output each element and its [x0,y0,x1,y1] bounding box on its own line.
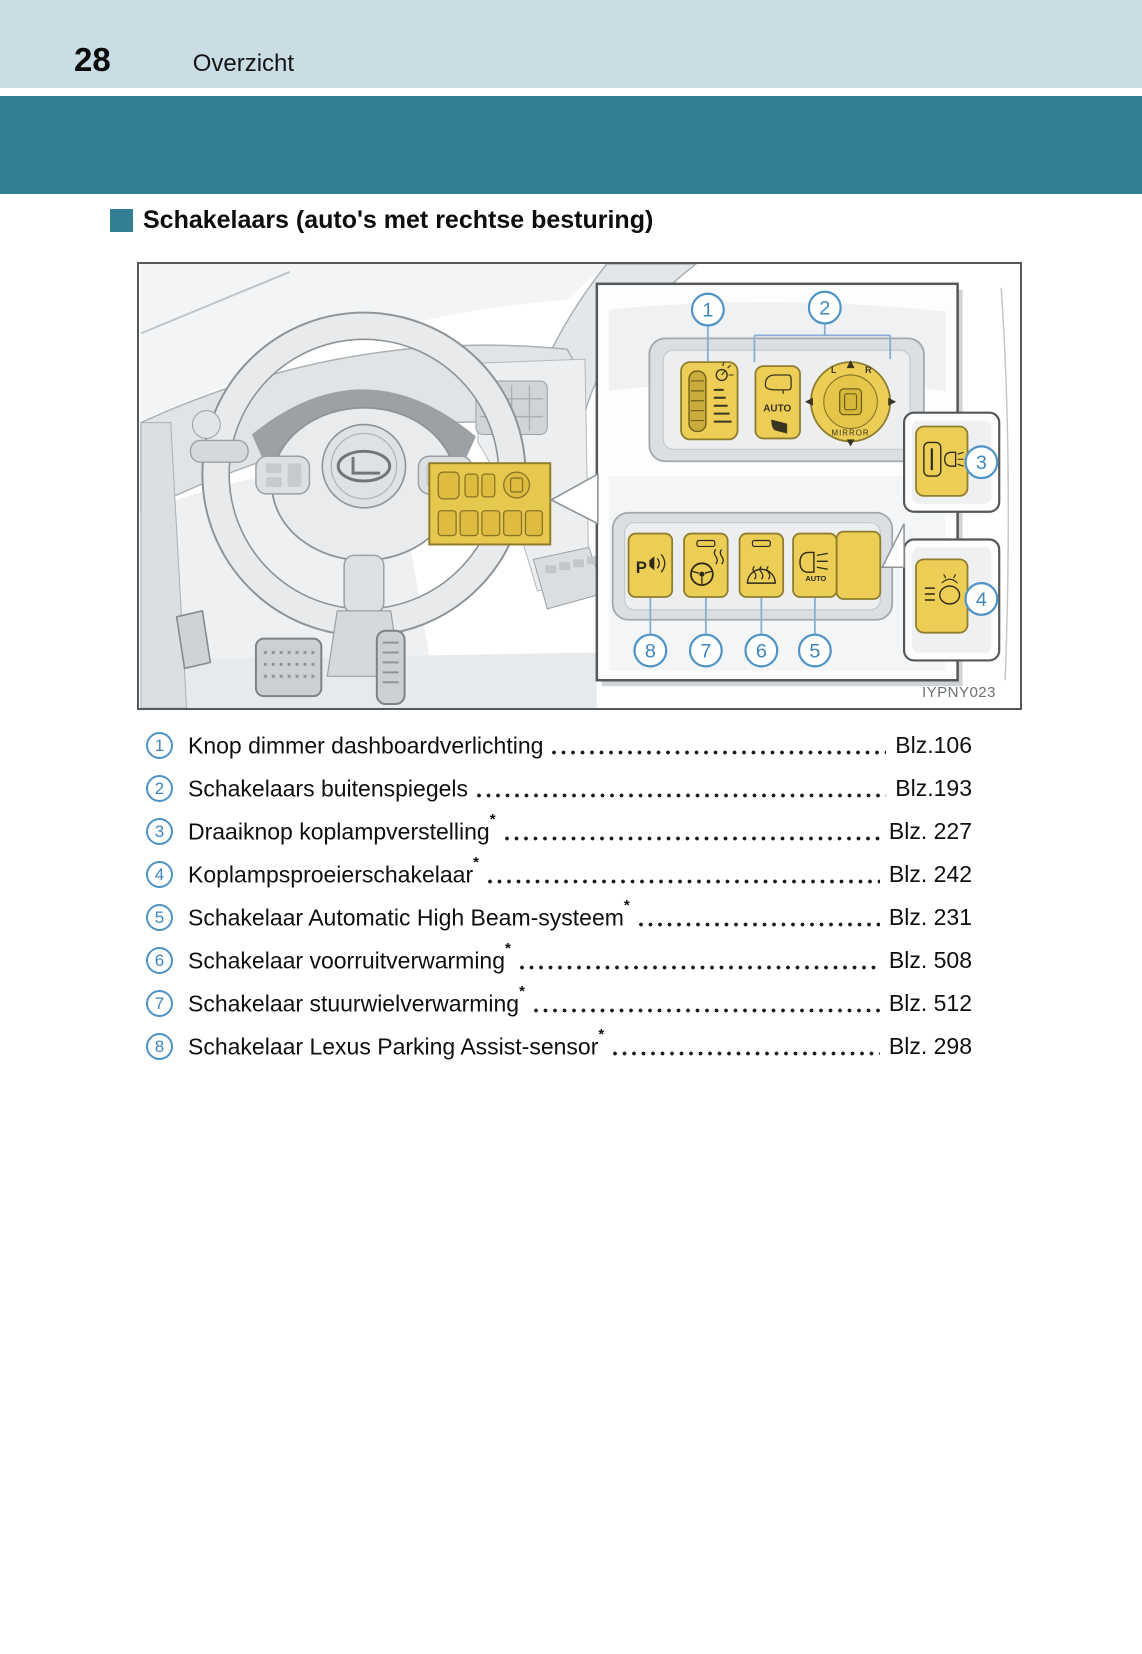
legend-circle-8: 8 [146,1033,173,1060]
legend-row-5 [146,896,972,939]
heading-bullet-square [110,209,133,232]
callout-1-number: 1 [702,299,714,322]
brake-pedal [256,639,321,696]
section-title: Overzicht [192,49,295,77]
legend-list [146,724,972,1068]
callout-5 [799,635,831,667]
legend-pageref-3: Blz. 227 [888,818,972,844]
legend-circle-4: 4 [146,861,173,888]
dotted-leader [520,965,880,970]
dimmer-switch-button [681,362,737,439]
callout-6 [746,635,778,667]
legend-circle-2: 2 [146,775,173,802]
legend-label-6: Schakelaar voorruitverwarming* [188,940,511,974]
callout-2-number: 2 [819,297,831,320]
dotted-leader [552,750,886,755]
lexus-badge [322,425,405,508]
figure-code: IYPNY023 [921,684,996,701]
callout-4-number: 4 [975,588,987,611]
callout-3-number: 3 [975,452,987,475]
legend-pageref-5: Blz. 231 [888,904,972,930]
dashboard-illustration [139,264,1020,708]
callout-7-number: 7 [700,640,712,663]
legend-pageref-2: Blz.193 [895,775,972,801]
teal-band [0,96,1142,194]
legend-circle-5: 5 [146,904,173,931]
dotted-leader [488,879,880,884]
mirror-label: MIRROR [831,428,870,438]
window-switch-bench [533,547,604,608]
headlight-leveling-button [916,427,968,496]
legend-row-1 [146,724,972,767]
dotted-leader [613,1051,880,1056]
callout-5-number: 5 [809,640,821,663]
callout-7 [690,635,722,667]
parking-p-label: P [635,558,648,578]
blank-switch-button [837,532,881,599]
mirror-auto-label: AUTO [763,403,792,415]
legend-pageref-1: Blz.106 [895,732,972,758]
legend-row-7 [146,982,972,1025]
legend-pageref-8: Blz. 298 [888,1033,972,1059]
legend-circle-3: 3 [146,818,173,845]
parking-sensor-button [629,534,673,597]
legend-label-7: Schakelaar stuurwielverwarming* [188,983,525,1017]
legend-label-5: Schakelaar Automatic High Beam-systeem* [188,897,630,931]
windshield-heat-button [740,534,784,597]
callout-8-number: 8 [644,640,656,663]
legend-label-4: Koplampsproeierschakelaar* [188,854,479,888]
dash-switch-panel-highlight [429,463,550,544]
section-heading [110,206,653,235]
legend-label-8: Schakelaar Lexus Parking Assist-sensor* [188,1026,605,1060]
mirror-right-label: R [865,365,872,376]
side-box-4 [904,540,999,661]
legend-row-4 [146,853,972,896]
legend-label-2: Schakelaars buitenspiegels [188,775,469,802]
legend-pageref-7: Blz. 512 [888,990,972,1016]
dotted-leader [534,1008,880,1013]
dotted-leader [639,922,880,927]
side-box-3 [904,413,999,512]
mirror-fold-switch [755,366,800,438]
legend-pageref-4: Blz. 242 [888,861,972,887]
page-number: 28 [74,41,111,78]
callout-8 [635,635,667,667]
mirror-left-label: L [830,365,837,376]
steering-heat-button [684,534,728,597]
legend-row-6 [146,939,972,982]
headlight-auto-label: AUTO [805,574,827,584]
auto-high-beam-button [793,534,837,597]
legend-row-2 [146,767,972,810]
legend-circle-7: 7 [146,990,173,1017]
dashboard-figure [137,262,1022,710]
legend-pageref-6: Blz. 508 [888,947,972,973]
legend-circle-6: 6 [146,947,173,974]
heading-text: Schakelaars (auto's met rechtse besturing) [143,206,654,234]
dotted-leader [505,836,880,841]
dotted-leader [477,793,886,798]
callout-6-number: 6 [755,640,767,663]
legend-circle-1: 1 [146,732,173,759]
headlight-washer-button [916,559,968,632]
header-band [0,0,1142,88]
legend-label-1: Knop dimmer dashboardverlichting [188,732,544,759]
legend-label-3: Draaiknop koplampverstelling* [188,811,496,845]
legend-row-8 [146,1025,972,1068]
legend-row-3 [146,810,972,853]
